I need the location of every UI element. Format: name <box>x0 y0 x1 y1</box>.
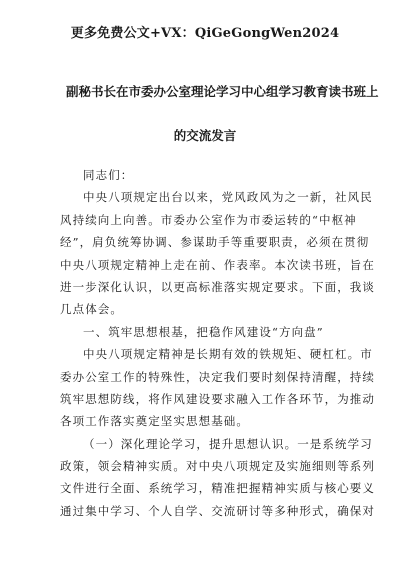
document-title-line-2: 的交流发言 <box>173 128 237 143</box>
body-line: 政策，领会精神实质。对中央八项规定及实施细则等系列 <box>60 459 375 474</box>
body-line: 委办公室工作的特殊性，决定我们要时刻保持清醒，持续 <box>60 369 375 384</box>
body-line: 筑牢思想防线，将作风建设要求融入工作各环节，为推动 <box>60 391 375 406</box>
salutation: 同志们： <box>83 168 134 182</box>
document-body <box>60 164 375 522</box>
body-line: 中央八项规定精神是长期有效的铁规矩、硬杠杠。市 <box>83 347 373 362</box>
promo-header: 更多免费公文+VX：QiGeGongWen2024 <box>70 26 340 41</box>
body-line: 各项工作落实奠定坚实思想基础。 <box>60 414 249 429</box>
subsection-heading: （一）深化理论学习，提升思想认识。一是系统学习 <box>83 436 373 451</box>
body-line: 几点体会。 <box>60 302 123 317</box>
document-title-line-1: 副秘书长在市委办公室理论学习中心组学习教育读书班上 <box>66 84 379 99</box>
body-line: 文件进行全面、系统学习，精准把握精神实质与核心要义 <box>60 481 375 496</box>
body-line: 中央八项规定精神上走在前、作表率。本次读书班，旨在 <box>60 257 375 272</box>
body-line: 风持续向上向善。市委办公室作为市委运转的“中枢神 <box>60 212 357 227</box>
body-line: 进一步深化认识，以更高标准落实规定要求。下面，我谈 <box>60 279 375 294</box>
body-line: 中央八项规定出台以来，党风政风为之一新，社风民 <box>83 190 373 205</box>
body-line: 通过集中学习、个人自学、交流研讨等多种形式，确保对 <box>60 503 375 518</box>
body-line: 经”，肩负统筹协调、参谋助手等重要职责，必须在贯彻 <box>60 235 370 250</box>
section-heading: 一、筑牢思想根基，把稳作风建设“方向盘” <box>83 324 324 339</box>
